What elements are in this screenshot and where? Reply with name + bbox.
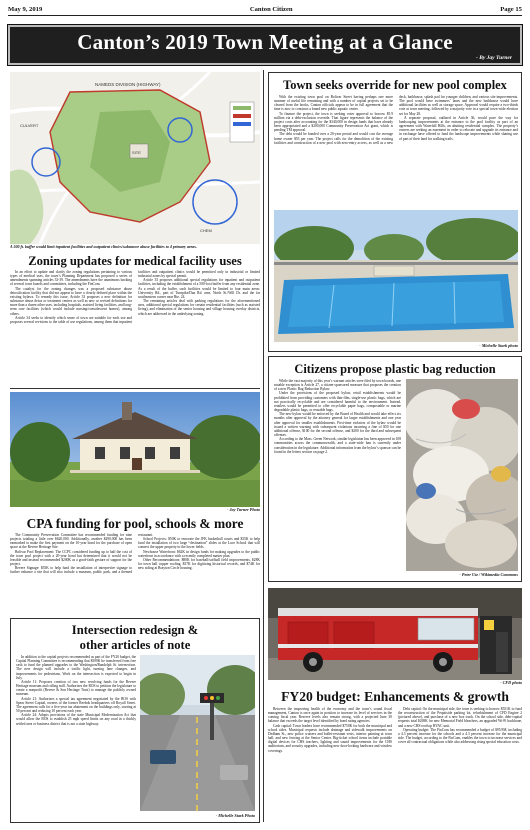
page-number: Page 15 [500,6,522,13]
budget-paragraph: Operating budget: The FinCom has recommended a budget of $95.9M, including a 4.3 percent increase for the schools and a 4.3 percent increase for the municipal side. The budget, according to the FinCom, enables the town to increase services and cover all contractual obligations while also addressing rising special education costs. [398,727,522,745]
fire-truck-photo-credit: - CFD photo [500,680,522,685]
intersection-photo-credit: - Michelle Stark Photo [215,813,255,818]
pool-headline: Town seeks override for new pool complex [283,78,507,92]
cpa-paragraph: The Community Preservation Committee has recommended funding for nine projects totaling a little over $620,000. Additionally, another $290,000 has been earmarked to make the first payment on the 10-year bond for the purchase of open space at the Revere Heritage Site. [10,533,132,550]
bags-photo-credit: - Peter Utz / Wikimedia Commons [459,572,518,577]
cpa-headline: CPA funding for pool, schools & more [26,516,244,531]
issue-date: May 9, 2019 [8,6,43,13]
section-rule [10,388,260,389]
map-graphic [10,72,260,244]
cpa-paragraph: Other Recommendations: $80K for baseball/softball field improvements, $28K for town hall copper roofing, $37K for digitizing historical records, and $74K for new siding at Brayton Circle housing. [138,557,260,571]
bags-paragraph: According to the Mass. Green Network, similar legislation has been approved in 108 communities across the commonwealth, and a state-wide ban is currently under consideration in the legislature. Additional information from the bylaw’s sponsor can be found in the letters section on page 2. [274,437,401,454]
cpa-paragraph: School Projects: $50K to renovate the JFK basketball courts and $35K to help fund the installation of two large “destination” slides at the Luce School that will connect the upper property to the lower fields. [138,537,260,550]
running-head [8,4,522,16]
fire-truck-photo-graphic [268,588,522,680]
zoning-paragraph: The catalyst for the zoning changes was a proposed substance abuse detoxification facility that did not appear to have a clearly defined place within the existing bylaws. To remedy this issue, Article 33 proposes a new definition for substance abuse detox or treatment centers as well as new or revised definitions for more than a dozen other uses, including hospitals, assisted living facilities, and long-term care facilities (which would include nursing/convalescent homes), among others. [10,286,132,316]
paper-name: Canton Citizen [249,6,293,13]
byline: - By Jay Turner [475,55,512,61]
bags-box [268,356,522,582]
zoning-paragraph: Article 35 proposes additional special regulations for inpatient and outpatient facilities, including the establishment of a 500-foot buffer from any residential zone. As a result of the buffer, such facilities would be limited to four main areas: University Rd., part of Turnpike/Dan Rd. area, North St./Will Dr. and the far southeastern corner near Rte. 24. [138,278,260,299]
pool-photo-credit: - Michelle Stark photo [479,343,518,348]
bags-article [274,379,401,577]
bags-headline: Citizens propose plastic bag reduction [294,362,496,376]
house-photo [10,392,260,507]
zoning-paragraph: In an effort to update and clarify the zoning regulations pertaining to various types of medical uses, the town’s Planning Department has proposed a series of amendments spanning articles 33-39. The amendments have the unanimous backing of several town boards and committees, including the FinCom. [10,270,132,287]
house-photo-credit: - Jay Turner Photo [227,507,260,512]
budget-paragraph: Between the improving health of the economy and the town’s sound fiscal management, Canton is once again in position to increase its level of services in the coming fiscal year. Reserve levels also remain strong, with a projected June 30 balance that exceeds the target level identified by bond rating agencies. [268,707,392,724]
cpa-paragraph: Newhouse Waterfront: $62K in design funds for making upgrades to the public waterfront in accordance with a recently completed master plan. [138,549,260,558]
bags-paragraph: Under the provisions of the proposed bylaw, retail establishments would be prohibited from providing customers with thin-film, single-use plastic bags, which are not practically recyclable and are considered harmful to the environment. Instead, retailers would be permitted to offer recyclable paper bags, compostable or marine degradable plastic bags, or reusable bags. [274,391,401,413]
intersection-paragraph: In addition to the capital projects recommended as part of the FY20 budget, the Capital Planning Committee is recommending that $500K be transferred from free cash to fund the planned upgrades to the Washington/Randolph St. intersection. The new design will include a traffic light, turning lane changes, and improvements for pedestrians. Work on the intersection is expected to begin in July. [16,655,136,680]
zoning-article [10,270,260,383]
budget-article [268,707,522,821]
map-caption: A 500 ft. buffer would limit inpatient facilities and outpatient clinics/substance abuse facilities to 4 primary areas. [10,244,197,249]
bags-photo [406,379,518,571]
map-label: CULVERT [20,123,39,128]
intersection-photo-graphic [140,655,255,811]
pool-paragraph: With the existing town pool on Bolivar Street having perhaps one more summer of useful life remaining and with a number of capital projects set to be cleared from the books, Canton officials appear to be in full agreement that the time is now to construct a brand new public aquatic center. [274,95,393,112]
zoning-paragraph: The remaining articles deal with parking regulations for the aforementioned uses, additional special regulations for certain residential facilities (such as assisted living), and elimination of the senior housing and village housing overlay districts, which are addressed in the underlying zoning. [138,299,260,316]
house-photo-graphic [10,392,260,507]
intersection-headline-line-2: other articles of note [79,638,191,652]
zoning-headline: Zoning updates for medical facility uses [28,254,242,268]
page-banner [8,25,522,65]
budget-paragraph: Cash capital: Town leaders have recommended $750K for both the municipal and school sides. Municipal requests include drainage and sidewalk improvements on Dedham St., new police cruisers and bullet-resistant vests, interior painting at town hall, and new fencing at the Senior Center. Big-ticket school items include portable digital devices for CHS teachers, lighting and sound improvements for the CHS auditorium, and security upgrades, including new door-locking hardware and window coverings. [268,723,392,753]
pool-paragraph: A separate proposal, outlined in Article 36, would pave the way for landscaping improvements at the entrance to the pool facility as part of an agreement with Waterfall Hills, an abutting residential complex. The property’s owners are seeking an easement in order to relocate and upgrade its entrance and in exchange have offered to fund the landscape improvements while sharing use of part of their land for walking trails. [399,115,518,141]
bags-photo-graphic [406,379,518,571]
zoning-map [10,72,260,244]
cpa-paragraph: Bolivar Pool Replacement: The CCPC considered funding up to half the cost of the town pool project with a 20-year bond but determined that it would not be feasible and instead recommended $200K as a good-faith gesture of support for the project. [10,549,132,567]
intersection-box [10,618,260,823]
pool-photo-graphic [274,210,518,342]
column-divider [263,70,264,822]
page-title: Canton’s 2019 Town Meeting at a Glance [77,30,453,54]
map-label: SITE [132,150,141,155]
pool-box [268,72,522,352]
map-label: CHEM [200,228,212,233]
intersection-article [16,655,136,819]
pool-photo [274,210,518,342]
intersection-paragraph: Article 11: Proposes creation of two new revolving funds for the Revere Heritage museum and rolling mill. Authorizes the BOS to petition the legislature to create a nonprofit (Revere & Son Heritage Trust) to manage the publicly owned museum. [16,679,136,697]
pool-article [274,95,518,207]
cpa-article [10,533,260,612]
zoning-paragraph: Article 34 seeks to identify which sense of town are suitable for each use and proposes several revisions to the table of use regulations, among them that inpatient facilities and outpatient clinics would be permitted only in industrial or limited industrial zones by special permit. [10,270,260,324]
bags-paragraph: The new bylaw would be enforced by the Board of Health and would take effect six months after approval by the attorney general for larger establishments and one year after approval for smaller establishments. First-time violators of the bylaw would be issued a written warning with subsequent violations incurring a fine of $50 for one additional offense, $100 for the second offense, and $200 for the third and subsequent offenses. [274,412,401,438]
budget-headline: FY20 budget: Enhancements & growth [281,689,509,704]
cpa-paragraph: Revere Signage: $55K to help fund the installation of interpretive signage to further enhance a site that will also include a museum, public park, and a themed restaurant. [10,533,154,575]
intersection-paragraph: Article 21: Authorizes a special tax agreement negotiated by the BOS with Spear Street Capital, owners of the former Reebok headquarters off Royall Street. The agreement calls for a five-year tax abatement on the buildings only, starting at 50 percent and reducing 10 percent each year. [16,696,136,714]
budget-paragraph: Debt capital: On the municipal side, the town is seeking to borrow $551K to fund the reconstruction of the Pequitside parking lot, refurbishment of CFD Engine 2 (pictured above), and purchase of a new box truck. On the school side, debt-capital requests total $269K for new Memorial Field bleachers, an upgraded Wi-Fi backbone, and a new CHS rooftop HVAC unit. [398,707,522,728]
intersection-headline-line-1: Intersection redesign & [71,623,199,637]
pool-paragraph: The debt would be bonded over a 20-year period and would cost the average home owner $53 per year. The project calls for the demolition of the existing facilities and construction of a new pool with zero-entry access, as well as a new deck, bathhouse, splash pad for younger children, and various site improvements. The pool would have swimmers’ lanes and the new bathhouse would have additional facilities as well as storage space. Approval would require a two-thirds vote at town meeting, followed by a majority vote in a special town-wide election set for May 28. [274,95,518,145]
map-label: NAMEDS DIVISION (HIGHWAY) [95,82,161,87]
pool-paragraph: To finance the project, the town is seeking voter approval to borrow $5.9 million via a debt-exclusion override. That figure represents the balance of the project costs after accounting for the $340,000 in design funds that have already been appropriated and a $200,000 Community Preservation Act grant, which is pending TM approval. [274,111,393,133]
bags-paragraph: While the vast majority of this year’s warrant articles were filed by town boards, one notable exception is Article 27, a citizen-sponsored measure that proposes the creation of a new Plastic Bag Reduction Bylaw. [274,379,401,392]
intersection-paragraph: Article 24: Adopts provisions of the state Municipal Modernization Act that would allow the BOS to establish 25 mph speed limits on any road in a thickly settled area or business district that is not a state highway. [16,713,136,726]
fire-truck-photo [268,588,522,680]
intersection-photo [140,655,255,811]
